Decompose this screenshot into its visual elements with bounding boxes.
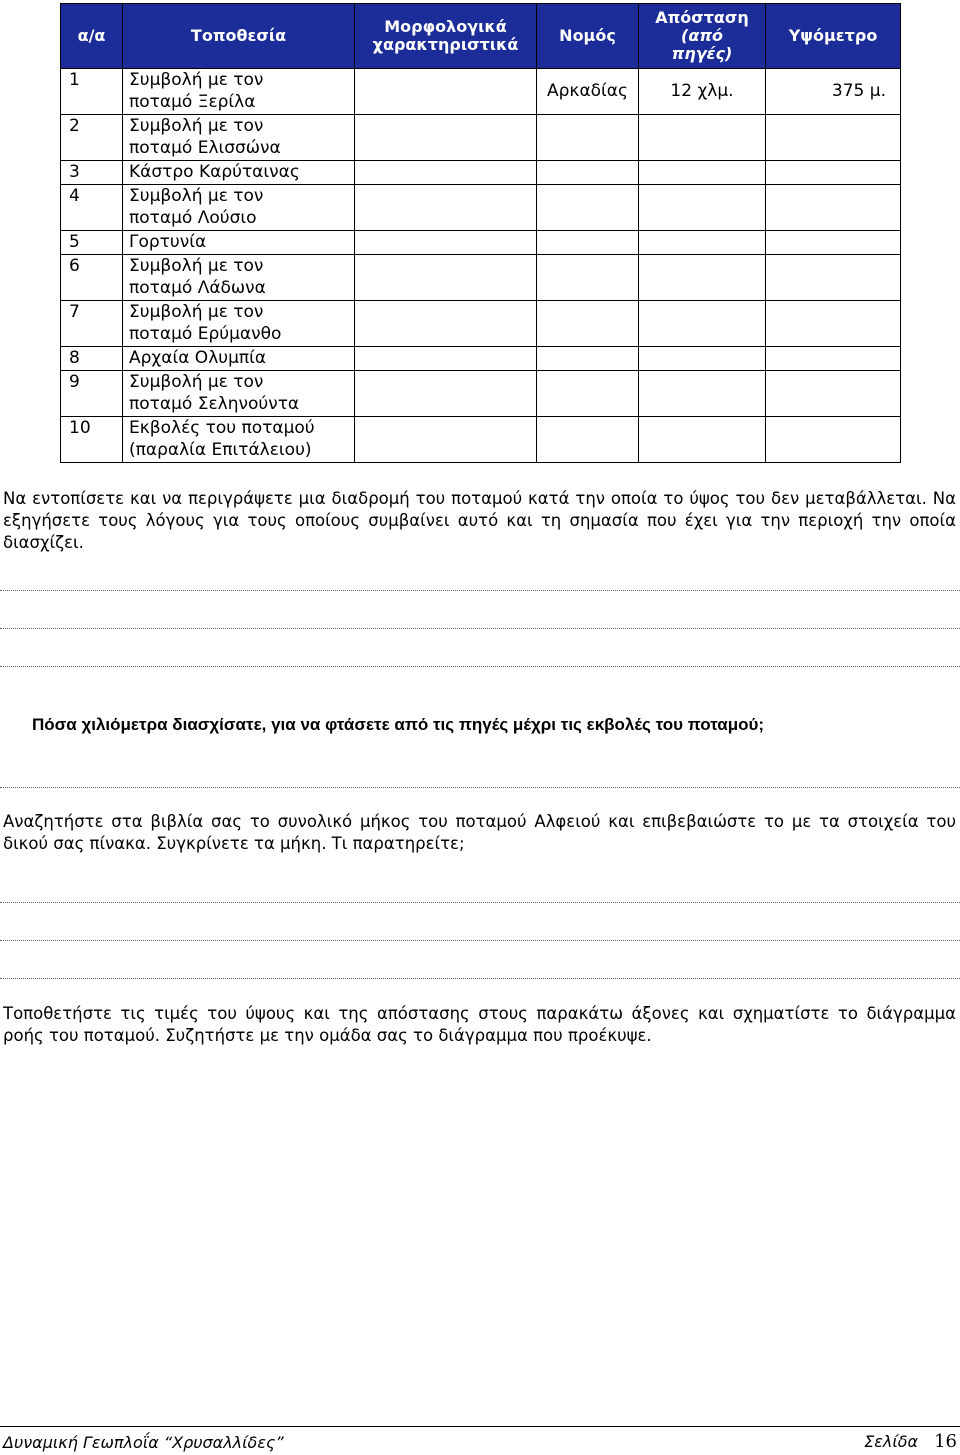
row-morph <box>355 185 537 231</box>
row-morph <box>355 347 537 371</box>
header-distance <box>639 4 766 69</box>
loc-line1: Αρχαία Ολυμπία <box>129 348 267 368</box>
row-num: 9 <box>61 371 123 417</box>
loc-line1: Γορτυνία <box>129 232 207 252</box>
loc-line1: Συμβολή με τον <box>129 256 264 276</box>
answer-line <box>0 940 960 941</box>
row-location <box>123 69 355 115</box>
table-row <box>61 185 901 231</box>
table-row <box>61 301 901 347</box>
loc-line1: Εκβολές του ποταμού <box>129 418 315 438</box>
table-row <box>61 347 901 371</box>
altitude-value: 375 μ. <box>831 81 886 101</box>
loc-line1: Συμβολή με τον <box>129 302 264 322</box>
answer-line <box>0 590 960 591</box>
row-morph <box>355 231 537 255</box>
table-row <box>61 231 901 255</box>
loc-line2: ποταμό Ξερίλα <box>129 92 256 112</box>
header-distance-line2: (από <box>681 26 723 45</box>
row-num: 1 <box>61 69 123 115</box>
row-altitude <box>766 301 901 347</box>
row-altitude <box>766 231 901 255</box>
row-distance <box>639 371 766 417</box>
loc-line2: ποταμό Ερύμανθο <box>129 324 282 344</box>
loc-line1: Συμβολή με τον <box>129 372 264 392</box>
row-nomos <box>537 255 639 301</box>
row-nomos <box>537 417 639 463</box>
nomos-value: Αρκαδίας <box>547 81 628 101</box>
row-morph <box>355 417 537 463</box>
row-nomos <box>537 185 639 231</box>
row-num: 10 <box>61 417 123 463</box>
row-nomos <box>537 301 639 347</box>
row-num: 4 <box>61 185 123 231</box>
row-location <box>123 347 355 371</box>
header-altitude: Υψόμετρο <box>766 4 901 69</box>
row-nomos <box>537 115 639 161</box>
row-distance <box>639 115 766 161</box>
loc-line2: ποταμό Λούσιο <box>129 208 257 228</box>
row-morph <box>355 301 537 347</box>
locations-table <box>60 3 901 463</box>
row-morph <box>355 371 537 417</box>
row-altitude <box>766 255 901 301</box>
table-row <box>61 417 901 463</box>
footer-title: Δυναμική Γεωπλοΐα “Χρυσαλλίδες” <box>3 1433 284 1452</box>
row-altitude <box>766 417 901 463</box>
row-distance <box>639 301 766 347</box>
page-number: 16 <box>934 1431 957 1452</box>
footer-page <box>864 1431 957 1452</box>
row-altitude <box>766 347 901 371</box>
row-num: 5 <box>61 231 123 255</box>
header-distance-line3: πηγές) <box>671 44 733 63</box>
row-location <box>123 255 355 301</box>
row-location <box>123 371 355 417</box>
row-morph <box>355 161 537 185</box>
row-distance <box>639 417 766 463</box>
distance-value: 12 χλμ. <box>670 81 734 101</box>
table-row <box>61 69 901 115</box>
row-morph <box>355 255 537 301</box>
row-distance <box>639 231 766 255</box>
table-row <box>61 161 901 185</box>
loc-line1: Συμβολή με τον <box>129 186 264 206</box>
table-row <box>61 371 901 417</box>
row-morph <box>355 69 537 115</box>
loc-line1: Συμβολή με τον <box>129 70 264 90</box>
answer-line <box>0 902 960 903</box>
row-nomos <box>537 69 639 115</box>
row-num: 7 <box>61 301 123 347</box>
row-location <box>123 231 355 255</box>
row-location <box>123 417 355 463</box>
header-location: Τοποθεσία <box>123 4 355 69</box>
row-num: 6 <box>61 255 123 301</box>
row-altitude <box>766 161 901 185</box>
loc-line2: ποταμό Ελισσώνα <box>129 138 281 158</box>
row-distance <box>639 185 766 231</box>
answer-line <box>0 787 960 788</box>
row-altitude <box>766 185 901 231</box>
header-distance-line1: Απόσταση <box>655 8 749 27</box>
header-aa: α/α <box>61 4 123 69</box>
row-nomos <box>537 161 639 185</box>
instruction-paragraph-2: Αναζητήστε στα βιβλία σας το συνολικό μήκος του ποταμού Αλφειού και επιβεβαιώστε το με τα στοιχεία του δικού σας πίνακα. Συγκρίνετε τα μήκη. Τι παρατηρείτε; <box>3 812 956 853</box>
row-distance <box>639 69 766 115</box>
row-nomos <box>537 231 639 255</box>
row-location <box>123 115 355 161</box>
instruction-paragraph-3: Τοποθετήστε τις τιμές του ύψους και της απόστασης στους παρακάτω άξονες και σχηματίστε το διάγραμμα ροής του ποταμού. Συζητήστε με την ομάδα σας το διάγραμμα που προέκυψε. <box>3 1004 956 1045</box>
table-header-row <box>61 4 901 69</box>
row-altitude <box>766 69 901 115</box>
loc-line2: ποταμό Λάδωνα <box>129 278 266 298</box>
row-location <box>123 301 355 347</box>
row-nomos <box>537 371 639 417</box>
answer-line <box>0 978 960 979</box>
header-morph <box>355 4 537 69</box>
page-label: Σελίδα <box>864 1432 919 1451</box>
answer-line <box>0 628 960 629</box>
question-text: Πόσα χιλιόμετρα διασχίσατε, για να φτάσετε από τις πηγές μέχρι τις εκβολές του ποταμού; <box>32 715 765 734</box>
loc-line2: (παραλία Επιτάλειου) <box>129 440 312 460</box>
table-row <box>61 115 901 161</box>
row-location <box>123 185 355 231</box>
loc-line2: ποταμό Σεληνούντα <box>129 394 300 414</box>
row-distance <box>639 347 766 371</box>
row-altitude <box>766 371 901 417</box>
instruction-paragraph-1: Να εντοπίσετε και να περιγράψετε μια διαδρομή του ποταμού κατά την οποία το ύψος του δεν μεταβάλλεται. Να εξηγήσετε τους λόγους για τους οποίους συμβαίνει αυτό και τη σημασία που έχει για την περιοχή την οποία διασχίζει. <box>3 489 956 552</box>
table-row <box>61 255 901 301</box>
header-morph-text: Μορφολογικά χαρακτηριστικά <box>372 17 519 54</box>
row-distance <box>639 255 766 301</box>
row-distance <box>639 161 766 185</box>
row-morph <box>355 115 537 161</box>
row-nomos <box>537 347 639 371</box>
row-location <box>123 161 355 185</box>
header-nomos: Νομός <box>537 4 639 69</box>
row-num: 2 <box>61 115 123 161</box>
loc-line1: Συμβολή με τον <box>129 116 264 136</box>
footer-rule <box>0 1426 960 1427</box>
loc-line1: Κάστρο Καρύταινας <box>129 162 300 182</box>
answer-line <box>0 666 960 667</box>
row-num: 3 <box>61 161 123 185</box>
row-num: 8 <box>61 347 123 371</box>
row-altitude <box>766 115 901 161</box>
